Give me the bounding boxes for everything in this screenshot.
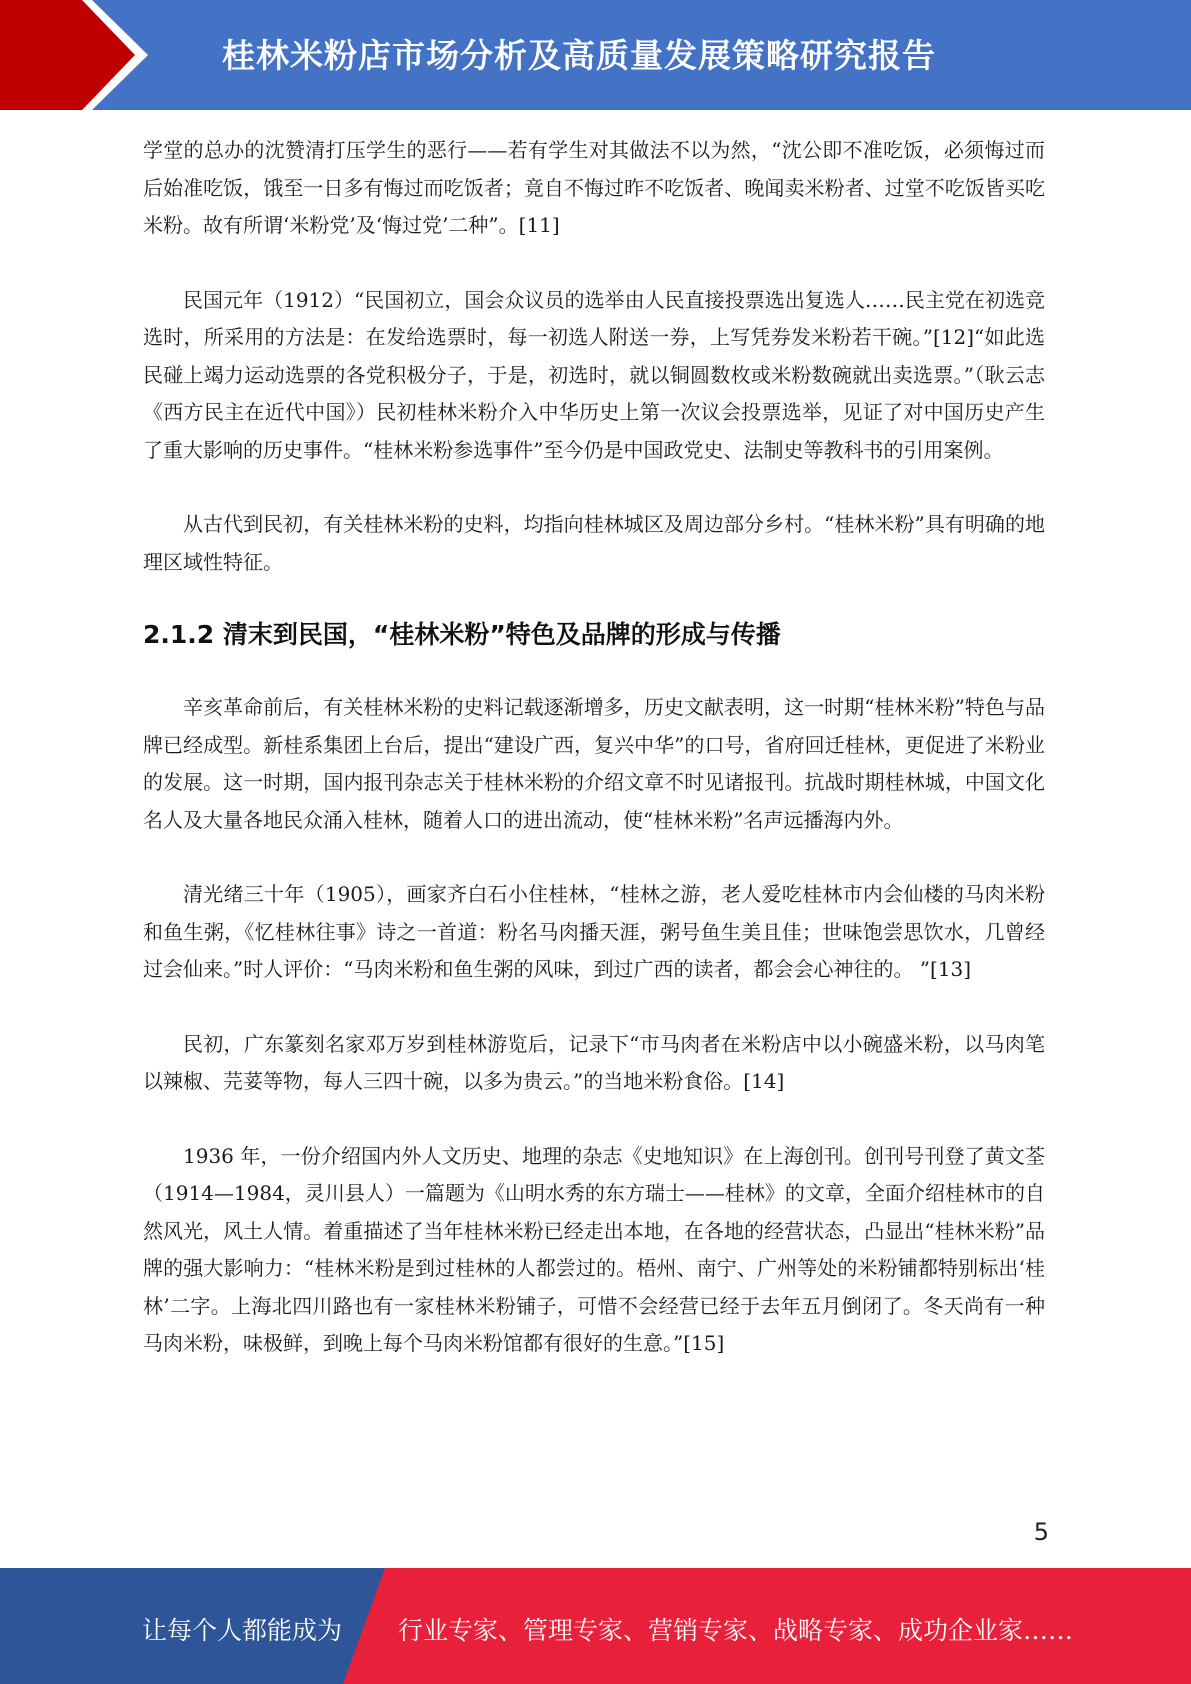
section-heading: 2.1.2 清末到民国，“桂林米粉”特色及品牌的形成与传播: [143, 620, 781, 649]
paragraph: 民初，广东篆刻名家邓万岁到桂林游览后，记录下“市马肉者在米粉店中以小碗盛米粉，以马肉笔以辣椒、芫荽等物，每人三四十碗，以多为贵云。”的当地米粉食俗。[14]: [143, 1031, 1045, 1093]
page-number: 5: [1033, 1518, 1049, 1546]
footer-slogan-right: 行业专家、管理专家、营销专家、战略专家、成功企业家……: [398, 1616, 1074, 1645]
page-footer: [0, 1568, 1191, 1684]
paragraph: 民国元年（1912）“民国初立，国会众议员的选举由人民直接投票选出复选人……民主党在初选竞选时，所采用的方法是：在发给选票时，每一初选人附送一券，上写凭券发米粉若干碗。”[12]“如此选民碰上竭力运动选票的各党积极分子，于是，初选时，就以铜圆数枚或米粉数碗就出卖选票。”（耿云志《西方民主在近代中国》）民初桂林米粉介入中华历史上第一次议会投票选举，见证了对中国历史产生了重大影响的历史事件。“桂林米粉参选事件”至今仍是中国政党史、法制史等教科书的引用案例。: [143, 287, 1045, 462]
red-chevron-decoration: [0, 0, 160, 110]
footer-slogan-left: 让每个人都能成为: [142, 1616, 343, 1645]
page-header: [0, 0, 1191, 110]
paragraph: 辛亥革命前后，有关桂林米粉的史料记载逐渐增多，历史文献表明，这一时期“桂林米粉”特色与品牌已经成型。新桂系集团上台后，提出“建设广西，复兴中华”的口号，省府回迁桂林，更促进了米粉业的发展。这一时期，国内报刊杂志关于桂林米粉的介绍文章不时见诸报刊。抗战时期桂林城，中国文化名人及大量各地民众涌入桂林，随着人口的进出流动，使“桂林米粉”名声远播海内外。: [143, 695, 1045, 832]
paragraph-continued: 学堂的总办的沈赞清打压学生的恶行——若有学生对其做法不以为然，“沈公即不准吃饭，必须悔过而后始准吃饭，饿至一日多有悔过而吃饭者；竟自不悔过昨不吃饭者、晚闻卖米粉者、过堂不吃饭皆买吃米粉。故有所谓‘米粉党’及‘悔过党’二种”。[11]: [143, 138, 1045, 237]
paragraph: 从古代到民初，有关桂林米粉的史料，均指向桂林城区及周边部分乡村。“桂林米粉”具有明确的地理区域性特征。: [143, 512, 1045, 574]
paragraph: 1936 年，一份介绍国内外人文历史、地理的杂志《史地知识》在上海创刊。创刊号刊登了黄文荃（1914—1984，灵川县人）一篇题为《山明水秀的东方瑞士——桂林》的文章，全面介绍桂林市的自然风光，风土人情。着重描述了当年桂林米粉已经走出本地，在各地的经营状态，凸显出“桂林米粉”品牌的强大影响力：“桂林米粉是到过桂林的人都尝过的。梧州、南宁、广州等处的米粉铺都特别标出‘桂林’二字。上海北四川路也有一家桂林米粉铺子，可惜不会经营已经于去年五月倒闭了。冬天尚有一种马肉米粉，味极鲜，到晚上每个马肉米粉馆都有很好的生意。”[15]: [143, 1143, 1045, 1355]
paragraph: 清光绪三十年（1905），画家齐白石小住桂林，“桂林之游，老人爱吃桂林市内会仙楼的马肉米粉和鱼生粥，《忆桂林往事》诗之一首道：粉名马肉播天涯，粥号鱼生美且佳；世味饱尝思饮水，几曾经过会仙来。”时人评价：“马肉米粉和鱼生粥的风味，到过广西的读者，都会会心神往的。 ”[13]: [143, 882, 1045, 981]
page-body: [143, 132, 1045, 1363]
report-title: 桂林米粉店市场分析及高质量发展策略研究报告: [222, 36, 936, 75]
